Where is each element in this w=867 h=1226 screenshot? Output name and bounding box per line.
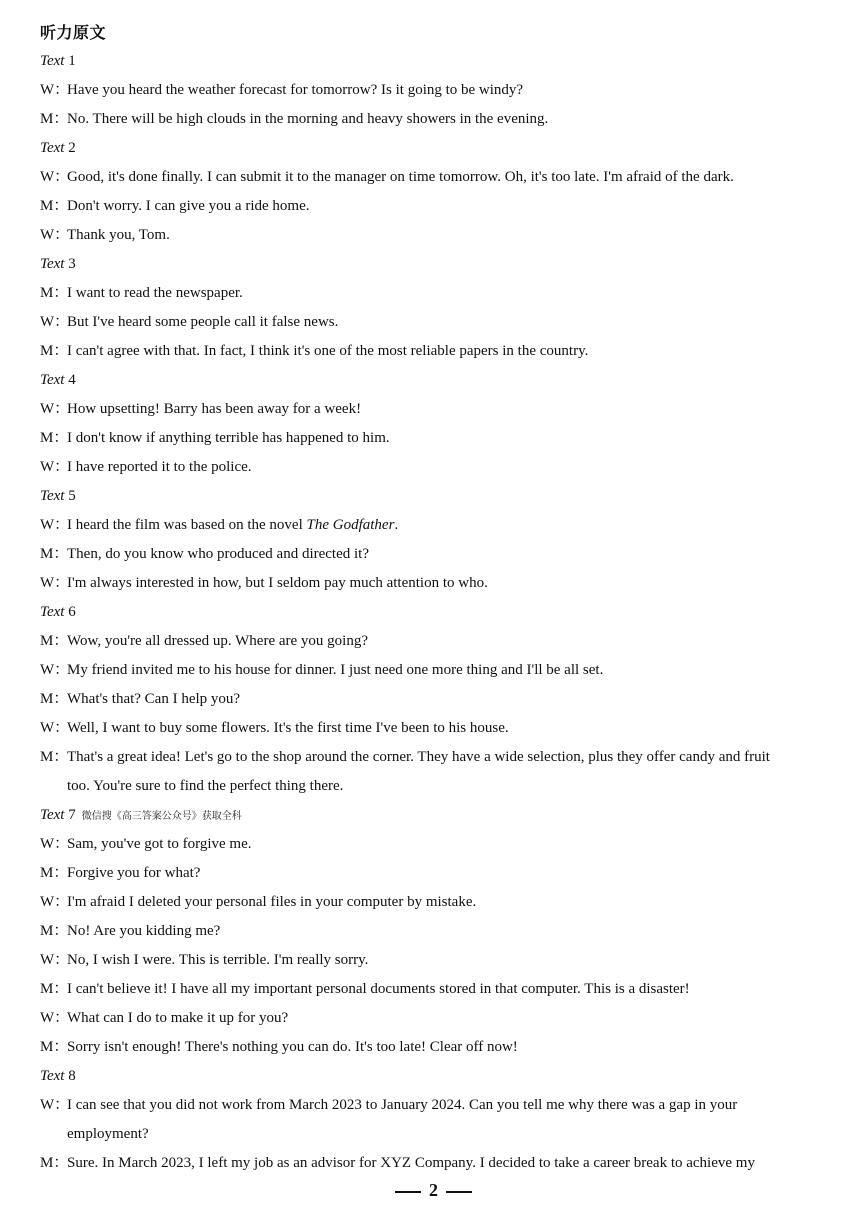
speaker-label: W： — [40, 517, 70, 533]
dialogue-line — [40, 511, 827, 540]
dialogue-text: No. There will be high clouds in the morning and heavy showers in the evening. — [67, 111, 549, 127]
section-label — [40, 482, 827, 511]
dialogue-line — [40, 714, 827, 743]
dialogue-line — [40, 1033, 827, 1062]
speaker-label: W： — [40, 459, 70, 475]
speaker-label: W： — [40, 952, 70, 968]
speaker-label: M： — [40, 981, 69, 997]
dialogue-text: That's a great idea! Let's go to the shop around the corner. They have a wide selection, plus they offer candy and fruit — [67, 749, 770, 765]
section-label-word: Text — [40, 256, 65, 272]
page-number: 2 — [429, 1180, 438, 1200]
speaker-label: M： — [40, 865, 69, 881]
dialogue-text: My friend invited me to his house for dinner. I just need one more thing and I'll be all set. — [67, 662, 604, 678]
dialogue-line — [40, 1004, 827, 1033]
section-label — [40, 47, 827, 76]
dialogue-line — [40, 76, 827, 105]
dialogue-text: Have you heard the weather forecast for tomorrow? Is it going to be windy? — [67, 82, 524, 98]
dialogue-text: Good, it's done finally. I can submit it to the manager on time tomorrow. Oh, it's too late. I'm afraid of the dark. — [67, 169, 734, 185]
speaker-label: W： — [40, 1097, 70, 1113]
section-label — [40, 134, 827, 163]
dialogue-line — [40, 975, 827, 1004]
dialogue-line — [40, 685, 827, 714]
section-label-number: 1 — [68, 53, 76, 69]
dialogue-text: I can see that you did not work from March 2023 to January 2024. Can you tell me why there was a gap in your — [67, 1097, 738, 1113]
novel-title: The Godfather — [306, 517, 395, 533]
dialogue-line — [40, 424, 827, 453]
dialogue-line — [40, 337, 827, 366]
section-label-word: Text — [40, 140, 65, 156]
dialogue-text: What's that? Can I help you? — [67, 691, 241, 707]
section-label-number: 6 — [68, 604, 76, 620]
dialogue-text: I can't agree with that. In fact, I think it's one of the most reliable papers in the country. — [67, 343, 589, 359]
dialogue-text: What can I do to make it up for you? — [67, 1010, 289, 1026]
dialogue-text: Sure. In March 2023, I left my job as an advisor for XYZ Company. I decided to take a career break to achieve my — [67, 1155, 755, 1171]
dialogue-text: I don't know if anything terrible has happened to him. — [67, 430, 390, 446]
dialogue-text: Wow, you're all dressed up. Where are you going? — [67, 633, 368, 649]
section-label-number: 8 — [68, 1068, 76, 1084]
footer-dash-right — [446, 1191, 472, 1193]
page-heading: 听力原文 — [40, 23, 107, 42]
dialogue-text: No, I wish I were. This is terrible. I'm really sorry. — [67, 952, 369, 968]
dialogue-line — [40, 163, 827, 192]
section-label — [40, 801, 827, 831]
dialogue-line-continued — [40, 772, 827, 801]
speaker-label: W： — [40, 575, 70, 591]
section-label-number: 7 — [68, 807, 76, 823]
section-label-word: Text — [40, 488, 65, 504]
speaker-label: M： — [40, 1155, 69, 1171]
dialogue-line — [40, 830, 827, 859]
dialogue-text: Forgive you for what? — [67, 865, 201, 881]
dialogue-line — [40, 1149, 827, 1178]
speaker-label: M： — [40, 691, 69, 707]
speaker-label: W： — [40, 169, 70, 185]
section-label — [40, 366, 827, 395]
section-label-word: Text — [40, 53, 65, 69]
page-footer — [0, 1180, 867, 1201]
speaker-label: M： — [40, 198, 69, 214]
dialogue-line — [40, 656, 827, 685]
dialogue-text: No! Are you kidding me? — [67, 923, 221, 939]
dialogue-line — [40, 395, 827, 424]
section-label-number: 3 — [68, 256, 76, 272]
dialogue-text: Thank you, Tom. — [67, 227, 170, 243]
dialogue-line — [40, 743, 827, 772]
dialogue-text: Then, do you know who produced and directed it? — [67, 546, 369, 562]
speaker-label: W： — [40, 836, 70, 852]
footer-dash-left — [395, 1191, 421, 1193]
dialogue-line — [40, 308, 827, 337]
dialogue-text: Don't worry. I can give you a ride home. — [67, 198, 310, 214]
dialogue-text: I'm afraid I deleted your personal files in your computer by mistake. — [67, 894, 477, 910]
section-label-word: Text — [40, 807, 65, 823]
speaker-label: M： — [40, 546, 69, 562]
dialogue-line — [40, 540, 827, 569]
dialogue-text: Well, I want to buy some flowers. It's the first time I've been to his house. — [67, 720, 509, 736]
speaker-label: M： — [40, 343, 69, 359]
speaker-label: W： — [40, 720, 70, 736]
speaker-label: M： — [40, 285, 69, 301]
speaker-label: W： — [40, 82, 70, 98]
dialogue-line — [40, 627, 827, 656]
section-label-number: 2 — [68, 140, 76, 156]
section-label — [40, 598, 827, 627]
section-label — [40, 1062, 827, 1091]
section-label-number: 4 — [68, 372, 76, 388]
dialogue-line — [40, 569, 827, 598]
speaker-label: M： — [40, 111, 69, 127]
dialogue-text: How upsetting! Barry has been away for a week! — [67, 401, 362, 417]
section-label-number: 5 — [68, 488, 76, 504]
speaker-label: M： — [40, 1039, 69, 1055]
speaker-label: W： — [40, 401, 70, 417]
section-label-word: Text — [40, 604, 65, 620]
speaker-label: W： — [40, 314, 70, 330]
dialogue-text: But I've heard some people call it false news. — [67, 314, 339, 330]
dialogue-line — [40, 105, 827, 134]
dialogue-line — [40, 221, 827, 250]
dialogue-text: I have reported it to the police. — [67, 459, 252, 475]
dialogue-text: employment? — [67, 1126, 149, 1142]
dialogue-text: too. You're sure to find the perfect thing there. — [67, 778, 344, 794]
speaker-label: M： — [40, 749, 69, 765]
dialogue-line — [40, 946, 827, 975]
dialogue-text: I want to read the newspaper. — [67, 285, 243, 301]
speaker-label: W： — [40, 894, 70, 910]
speaker-label: M： — [40, 633, 69, 649]
section-label — [40, 250, 827, 279]
dialogue-line — [40, 1091, 827, 1120]
dialogue-text: Sorry isn't enough! There's nothing you can do. It's too late! Clear off now! — [67, 1039, 518, 1055]
dialogue-line — [40, 279, 827, 308]
dialogue-line — [40, 917, 827, 946]
dialogue-text-end: . — [394, 517, 399, 533]
dialogue-line — [40, 859, 827, 888]
speaker-label: M： — [40, 923, 69, 939]
speaker-label: W： — [40, 227, 70, 243]
dialogue-text: I'm always interested in how, but I seldom pay much attention to who. — [67, 575, 488, 591]
dialogue-line — [40, 192, 827, 221]
dialogue-text: I can't believe it! I have all my important personal documents stored in that computer. This is a disaster! — [67, 981, 690, 997]
watermark-note: 微信搜《高三答案公众号》获取全科 — [81, 811, 242, 822]
dialogue-text: Sam, you've got to forgive me. — [67, 836, 252, 852]
speaker-label: W： — [40, 662, 70, 678]
section-label-word: Text — [40, 372, 65, 388]
dialogue-text: I heard the film was based on the novel — [67, 517, 307, 533]
dialogue-line — [40, 888, 827, 917]
speaker-label: M： — [40, 430, 69, 446]
speaker-label: W： — [40, 1010, 70, 1026]
dialogue-line-continued — [40, 1120, 827, 1149]
dialogue-line — [40, 453, 827, 482]
section-label-word: Text — [40, 1068, 65, 1084]
